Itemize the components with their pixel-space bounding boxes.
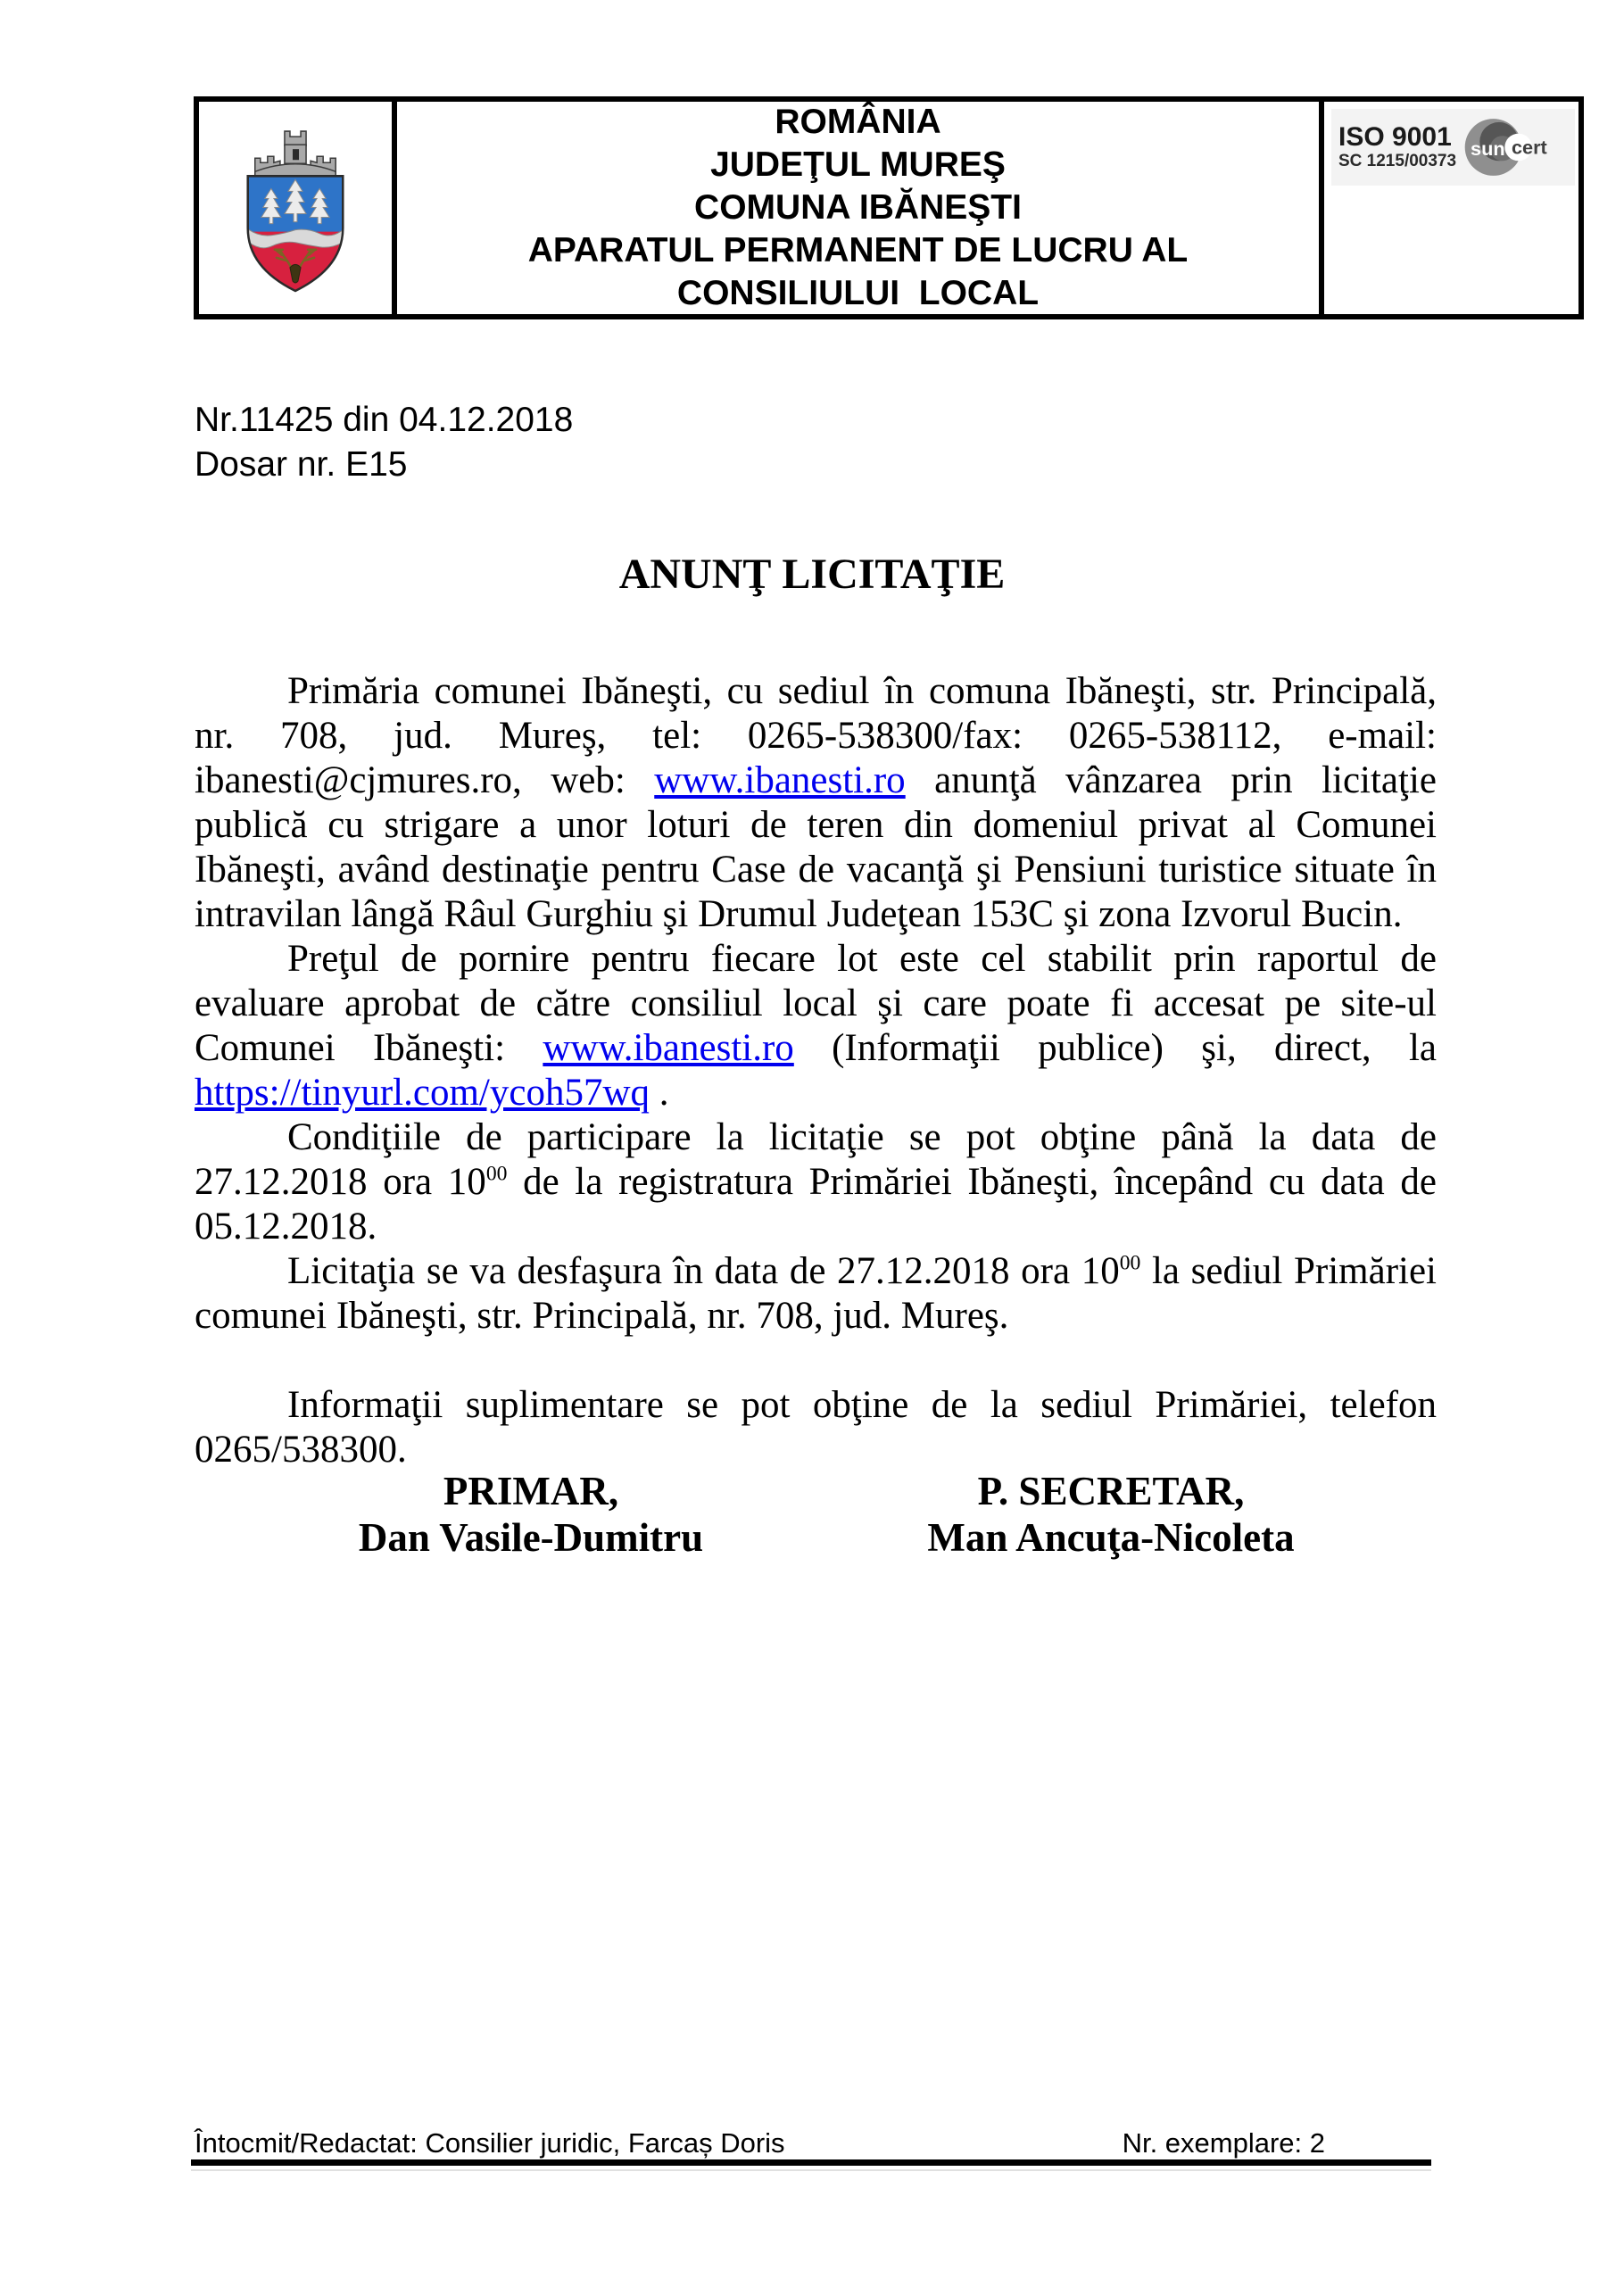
coat-of-arms-icon — [236, 120, 354, 295]
text-run: la sediul Primăriei comunei Ibăneşti, str. Principală, nr. 708, jud. Mureş. — [195, 1250, 1437, 1337]
header-cell-institution — [397, 102, 1324, 314]
paragraph — [195, 937, 1437, 1115]
paragraph — [195, 1249, 1437, 1339]
footer-rule-shadow — [191, 2169, 1431, 2171]
signature-mayor — [294, 1468, 767, 1561]
paragraph — [195, 1383, 1437, 1472]
text-run: . — [650, 1072, 669, 1114]
hyperlink[interactable]: www.ibanesti.ro — [543, 1027, 794, 1069]
text-run: anunţă vânzarea prin licitaţie publică cu strigare a unor loturi de teren din domeniul privat al Comunei Ibăneşti, având destinaţie pentru Case de vacanţă şi Pensiuni turistice situate în intravilan lângă Râul Gurghiu şi Drumul Judeţean 153C şi zona Izvorul Bucin. — [195, 759, 1437, 935]
text-run: Preţul de pornire pentru fiecare lot este cel stabilit prin raportul de evaluare aprobat de către consiliul local şi care poate fi accesat pe site-ul Comunei Ibăneşti: — [195, 938, 1437, 1069]
header-table — [194, 96, 1584, 319]
footer-prepared-by: Întocmit/Redactat: Consilier juridic, Farcaș Doris — [195, 2127, 785, 2159]
header-cell-coat-of-arms — [199, 102, 397, 314]
signature-role: P. SECRETAR, — [977, 1469, 1245, 1513]
header-line-country: ROMÂNIA — [775, 103, 941, 141]
signature-name: Dan Vasile-Dumitru — [358, 1515, 704, 1560]
suncert-cert-text: cert — [1512, 136, 1547, 159]
header-cell-certification — [1324, 102, 1578, 314]
iso-certification-block — [1331, 109, 1575, 186]
text-run: Licitaţia se va desfaşura în data de 27.12.2018 ora 10 — [287, 1250, 1120, 1292]
signature-role: PRIMAR, — [443, 1469, 619, 1513]
page-title: ANUNŢ LICITAŢIE — [618, 551, 1006, 598]
text-run: Condiţiile de participare la licitaţie se pot obţine până la data de 27.12.2018 ora 10 — [195, 1116, 1437, 1203]
hyperlink[interactable]: https://tinyurl.com/ycoh57wq — [195, 1072, 650, 1114]
text-run: (Informaţii publice) şi, direct, la — [793, 1027, 1437, 1069]
suncert-sun-text: sun — [1471, 137, 1505, 160]
text-run: Informaţii suplimentare se pot obţine de la sediul Primăriei, telefon 0265/538300. — [195, 1384, 1437, 1471]
footer-copies-count: Nr. exemplare: 2 — [1122, 2127, 1325, 2159]
footer — [195, 2127, 1428, 2159]
signature-secretary — [874, 1468, 1347, 1561]
superscript: 00 — [1119, 1251, 1141, 1275]
iso-certificate-number: SC 1215/00373 — [1338, 152, 1457, 170]
header-line-council: CONSILIULUI LOCAL — [676, 274, 1040, 312]
paragraph — [195, 1115, 1437, 1249]
text-run: Primăria comunei Ibăneşti, cu sediul în comuna Ibăneşti, str. Principală, nr. 708, jud. Mureş, tel: 0265-538300/fax: 0265-538112, e-mail: ibanesti@cjmures.ro, web: — [195, 670, 1437, 801]
registration-block — [195, 398, 573, 487]
text-run: de la registratura Primăriei Ibăneşti, începând cu data de 05.12.2018. — [195, 1161, 1438, 1247]
header-line-commune: COMUNA IBĂNEŞTI — [694, 188, 1022, 227]
crown-icon — [255, 131, 336, 178]
registration-number: Nr.11425 din 04.12.2018 — [195, 401, 574, 439]
suncert-logo-icon — [1462, 114, 1562, 180]
hyperlink[interactable]: www.ibanesti.ro — [654, 759, 906, 801]
paragraph — [195, 669, 1437, 937]
superscript: 00 — [485, 1162, 508, 1186]
header-line-department: APARATUL PERMANENT DE LUCRU AL — [527, 231, 1189, 269]
iso-9001-label: ISO 9001 — [1338, 122, 1452, 152]
footer-rule — [191, 2159, 1431, 2166]
body-paragraphs — [195, 669, 1437, 1472]
signature-name: Man Ancuţa-Nicoleta — [927, 1515, 1295, 1560]
header-line-county: JUDEŢUL MUREŞ — [710, 145, 1006, 184]
dossier-number: Dosar nr. E15 — [195, 445, 408, 484]
